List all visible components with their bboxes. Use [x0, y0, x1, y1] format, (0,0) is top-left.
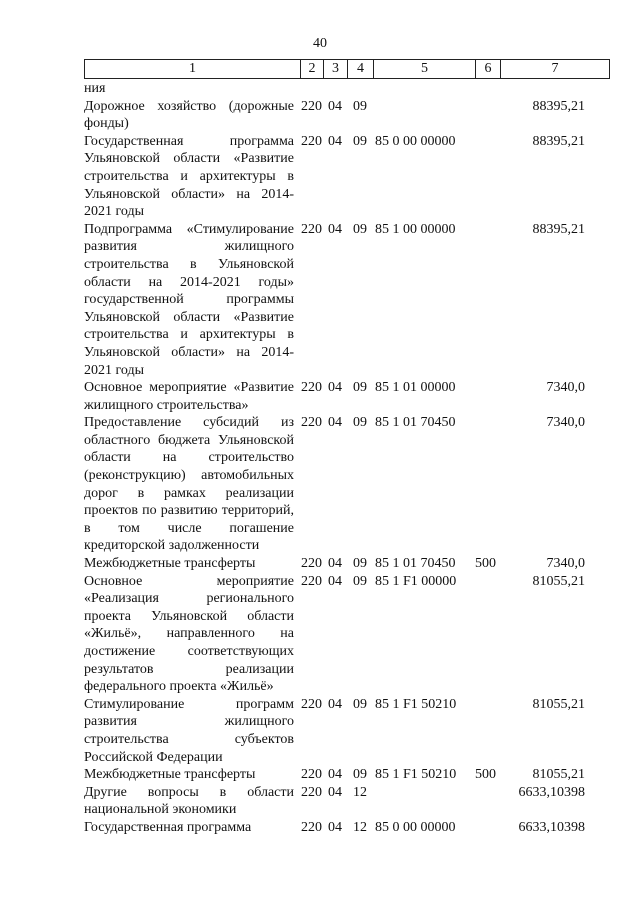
row-name: ния	[84, 81, 106, 96]
row-name: Основное мероприятие «Развитие жилищного строительства»	[84, 380, 294, 413]
row-subsection-item: 12	[353, 784, 367, 800]
row-name: Другие вопросы в области национальной экономики	[84, 784, 294, 818]
row-name: Подпрограмма «Стимулирование развития жилищного строительства в Ульяновской области на 2014-2021 годы» государственной программы Ульяновской области «Развитие строительства и архитектуры в Ульяновской области» на 2014-2021 годы	[84, 221, 294, 378]
row-expense-type	[475, 133, 500, 221]
row-target-article: 85 0 00 00000	[375, 133, 456, 149]
page-number: 40	[313, 36, 327, 51]
row-name: Стимулирование программ развития жилищного строительства субъектов Российской Федерации	[84, 696, 294, 765]
row-amount	[500, 80, 609, 98]
row-subsection-item: 09	[353, 415, 367, 431]
row-expense-type	[475, 573, 500, 696]
row-subsection: 04	[328, 784, 342, 800]
row-section: 220	[301, 415, 322, 431]
row-amount: 7340,0	[546, 415, 585, 431]
row-amount: 6633,10398	[518, 819, 585, 835]
row-amount: 88395,21	[532, 221, 585, 237]
row-target-article: 85 1 F1 50210	[375, 696, 457, 712]
row-subsection: 04	[328, 133, 342, 149]
row-subsection: 04	[328, 696, 342, 712]
row-target-article: 85 1 F1 00000	[375, 573, 457, 589]
row-name: Государственная программа Ульяновской области «Развитие строительства и архитектуры в Ульяновской области» на 2014-2021 годы	[84, 133, 294, 220]
row-amount: 81055,21	[532, 573, 585, 589]
table-row	[84, 766, 609, 784]
row-expense-type: 500	[475, 556, 496, 572]
row-expense-type	[475, 696, 500, 766]
budget-table	[84, 80, 609, 837]
row-amount: 88395,21	[532, 98, 585, 114]
row-section: 220	[301, 573, 322, 589]
row-subsection-item: 09	[353, 98, 367, 114]
row-amount: 81055,21	[532, 696, 585, 712]
table-row	[84, 379, 609, 414]
table-header	[84, 59, 610, 79]
row-target-article: 85 1 01 70450	[375, 415, 456, 431]
row-amount: 81055,21	[532, 767, 585, 783]
row-name: Дорожное хозяйство (дорожные фонды)	[84, 98, 294, 132]
row-subsection-item: 09	[353, 556, 367, 572]
row-section: 220	[301, 819, 322, 835]
header-col-1: 1	[85, 60, 301, 79]
row-subsection: 04	[328, 221, 342, 237]
row-amount: 7340,0	[546, 380, 585, 396]
header-col-7: 7	[501, 60, 610, 79]
row-subsection-item: 09	[353, 767, 367, 783]
row-amount: 88395,21	[532, 133, 585, 149]
row-section: 220	[301, 221, 322, 237]
row-subsection-item: 09	[353, 133, 367, 149]
row-subsection-item: 09	[353, 696, 367, 712]
row-expense-type	[475, 414, 500, 555]
row-subsection-item: 09	[353, 573, 367, 589]
row-target-article: 85 1 00 00000	[375, 221, 456, 237]
row-expense-type	[475, 80, 500, 98]
table-row	[84, 819, 609, 837]
row-target-article	[373, 784, 475, 819]
row-expense-type: 500	[475, 767, 496, 783]
row-expense-type	[475, 379, 500, 414]
row-section: 220	[301, 133, 322, 149]
row-amount: 7340,0	[546, 556, 585, 572]
row-subsection: 04	[328, 819, 342, 835]
row-subsection: 04	[328, 380, 342, 396]
row-subsection-item	[347, 80, 373, 98]
row-expense-type	[475, 98, 500, 133]
row-target-article: 85 1 F1 50210	[375, 767, 457, 783]
row-subsection: 04	[328, 767, 342, 783]
row-target-article	[373, 80, 475, 98]
row-expense-type	[475, 784, 500, 819]
table-row	[84, 414, 609, 555]
row-section: 220	[301, 767, 322, 783]
row-subsection-item: 12	[353, 819, 367, 835]
row-amount: 6633,10398	[518, 784, 585, 800]
row-name: Межбюджетные трансферты	[84, 767, 256, 783]
row-subsection-item: 09	[353, 221, 367, 237]
row-expense-type	[475, 819, 500, 837]
row-section	[300, 80, 323, 98]
row-subsection: 04	[328, 415, 342, 431]
row-name: Предоставление субсидий из областного бюджета Ульяновской области на строительство (реконструкцию) автомобильных дорог в рамках реализации проектов по развитию территорий, в том числе погашение кредиторской задолженности	[84, 415, 294, 554]
row-subsection: 04	[328, 573, 342, 589]
table-row	[84, 573, 609, 696]
row-name: Межбюджетные трансферты	[84, 556, 256, 572]
row-subsection-item: 09	[353, 380, 367, 396]
table-row	[84, 784, 609, 819]
table-row	[84, 555, 609, 573]
header-col-5: 5	[374, 60, 476, 79]
row-section: 220	[301, 380, 322, 396]
row-subsection	[323, 80, 347, 98]
table-row	[84, 133, 609, 221]
row-target-article: 85 0 00 00000	[375, 819, 456, 835]
row-section: 220	[301, 98, 322, 114]
row-subsection: 04	[328, 98, 342, 114]
row-section: 220	[301, 784, 322, 800]
header-col-4: 4	[348, 60, 374, 79]
row-subsection: 04	[328, 556, 342, 572]
header-col-6: 6	[476, 60, 501, 79]
row-section: 220	[301, 696, 322, 712]
table-row	[84, 221, 609, 379]
row-name: Государственная программа	[84, 819, 252, 835]
table-row	[84, 98, 609, 133]
row-target-article	[373, 98, 475, 133]
row-target-article: 85 1 01 70450	[375, 556, 456, 572]
row-expense-type	[475, 221, 500, 379]
row-name: Основное мероприятие «Реализация регионального проекта Ульяновской области «Жильё», направленного на достижение соответствующих результатов реализации федерального проекта «Жильё»	[84, 573, 294, 695]
table-row	[84, 696, 609, 766]
header-col-2: 2	[301, 60, 324, 79]
row-section: 220	[301, 556, 322, 572]
row-target-article: 85 1 01 00000	[375, 380, 456, 396]
table-row	[84, 80, 609, 98]
header-col-3: 3	[324, 60, 348, 79]
